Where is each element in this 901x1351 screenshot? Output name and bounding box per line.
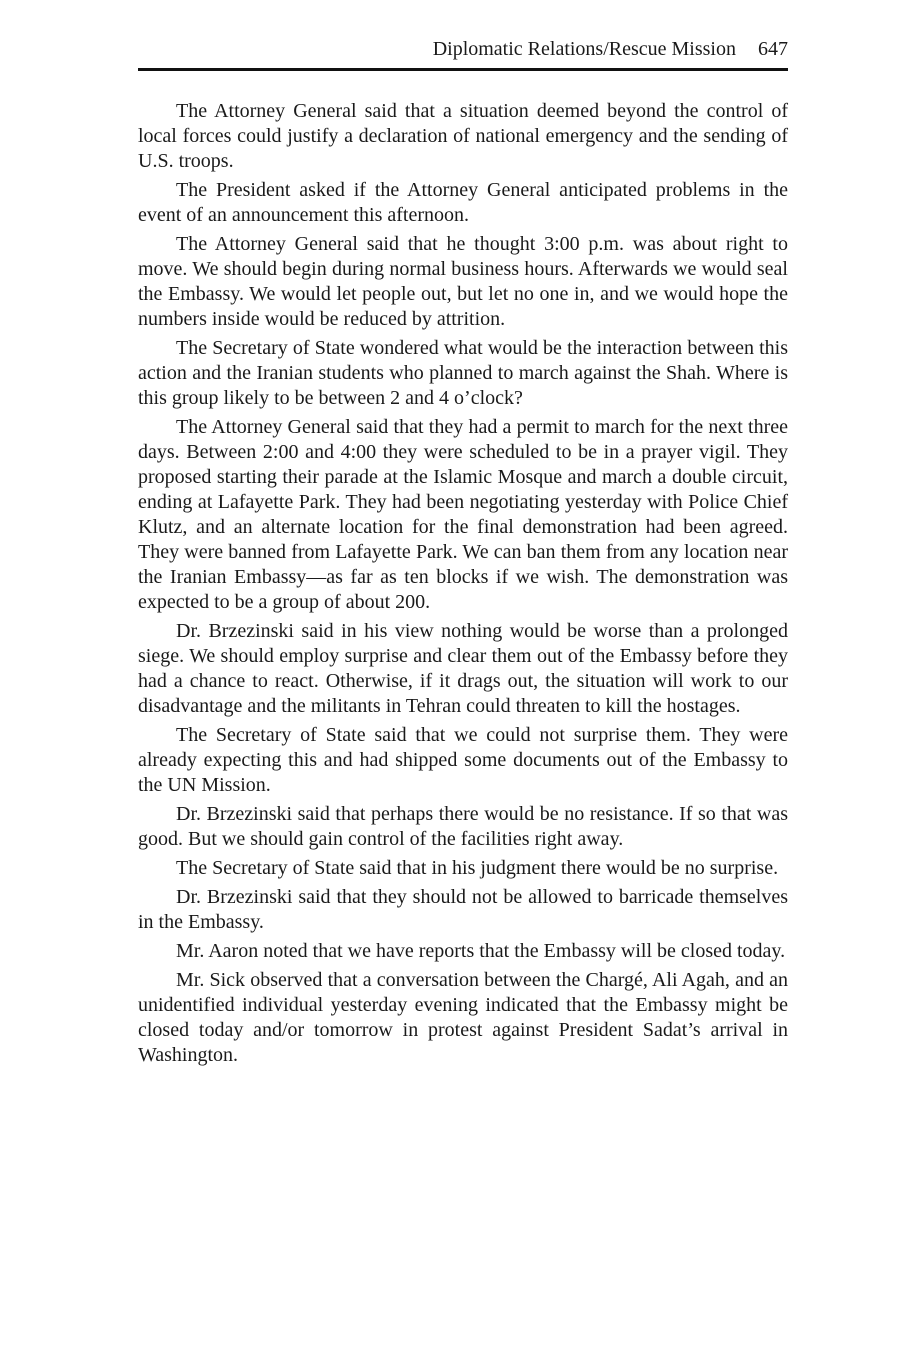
- body-text: [138, 99, 788, 1068]
- paragraph: The Secretary of State wondered what would be the interaction between this action and the Iranian students who planned to march against the Shah. Where is this group likely to be between 2 and 4 o’clock?: [138, 337, 788, 409]
- paragraph: Dr. Brzezinski said that they should not be allowed to barricade themselves in the Embassy.: [138, 886, 788, 933]
- paragraph: The Attorney General said that a situation deemed beyond the control of local forces could justify a declaration of national emergency and the sending of U.S. troops.: [138, 100, 788, 172]
- header-rule: [138, 68, 788, 71]
- paragraph: The Attorney General said that he thought 3:00 p.m. was about right to move. We should begin during normal business hours. Afterwards we would seal the Embassy. We would let people out, but let no one in, and we would hope the numbers inside would be reduced by attrition.: [138, 233, 788, 330]
- paragraph: Dr. Brzezinski said that perhaps there would be no resistance. If so that was good. But we should gain control of the facilities right away.: [138, 803, 788, 850]
- paragraph: The Attorney General said that they had a permit to march for the next three days. Between 2:00 and 4:00 they were scheduled to be in a prayer vigil. They proposed starting their parade at the Islamic Mosque and march a double circuit, ending at Lafayette Park. They had been negotiating yesterday with Police Chief Klutz, and an alternate location for the final demonstration had been agreed. They were banned from Lafayette Park. We can ban them from any location near the Iranian Embassy—as far as ten blocks if we wish. The demonstration was expected to be a group of about 200.: [138, 416, 788, 613]
- paragraph: The Secretary of State said that we could not surprise them. They were already expecting this and had shipped some documents out of the Embassy to the UN Mission.: [138, 724, 788, 796]
- paragraph: Mr. Aaron noted that we have reports that the Embassy will be closed today.: [176, 940, 786, 962]
- paragraph: Dr. Brzezinski said in his view nothing would be worse than a prolonged siege. We should employ surprise and clear them out of the Embassy before they had a chance to react. Otherwise, if it drags out, the situation will work to our disadvantage and the militants in Tehran could threaten to kill the hostages.: [138, 620, 788, 717]
- running-header-title: Diplomatic Relations/Rescue Mission: [432, 38, 736, 60]
- page-number: 647: [758, 38, 788, 60]
- paragraph: The President asked if the Attorney General anticipated problems in the event of an announcement this afternoon.: [138, 179, 788, 226]
- paragraph: Mr. Sick observed that a conversation between the Chargé, Ali Agah, and an unidentified individual yesterday evening indicated that the Embassy might be closed today and/or tomorrow in protest against President Sadat’s arrival in Washington.: [138, 969, 788, 1066]
- document-page: [138, 36, 788, 1072]
- running-header: [138, 36, 788, 64]
- paragraph: The Secretary of State said that in his judgment there would be no surprise.: [176, 857, 779, 879]
